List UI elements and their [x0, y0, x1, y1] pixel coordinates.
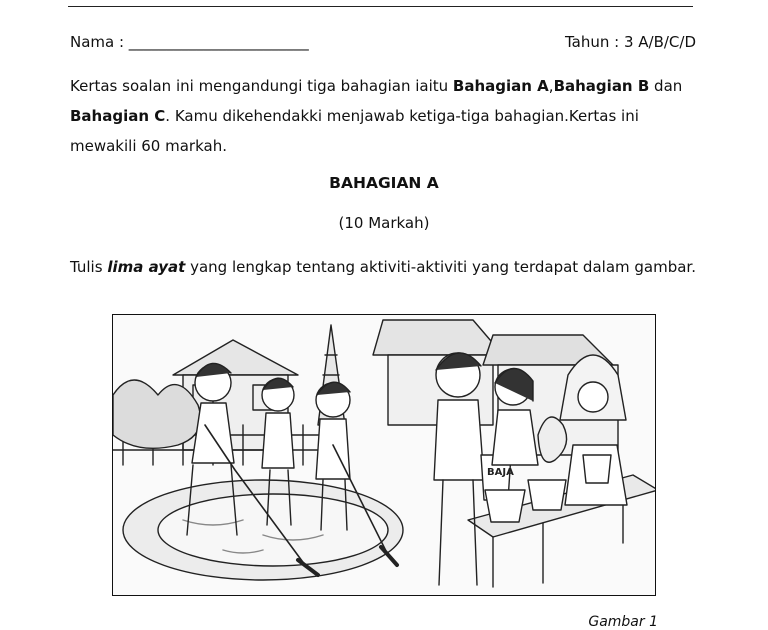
section-marks: (10 Markah): [338, 214, 430, 232]
intro-section-a: Bahagian A: [452, 77, 549, 95]
girl-planting: [492, 368, 538, 465]
boy-with-fertilizer: [434, 353, 484, 585]
intro-text-2: ,: [548, 77, 554, 95]
activity-illustration: [112, 314, 656, 596]
instruction-emphasis: lima ayat: [107, 258, 186, 276]
instruction-text-1: Tulis: [70, 258, 108, 276]
intro-text-1: Kertas soalan ini mengandungi tiga bahagian iaitu: [70, 77, 453, 95]
intro-paragraph: [70, 71, 710, 161]
instruction-paragraph: [70, 252, 710, 282]
bushes: [113, 380, 201, 448]
intro-section-b: Bahagian B: [553, 77, 650, 95]
instruction-text-2: yang lengkap tentang aktiviti-aktiviti yang terdapat dalam gambar.: [185, 258, 696, 276]
intro-text-4: . Kamu dikehendakki menjawab ketiga-tiga bahagian.Kertas ini mewakili 60 markah.: [70, 107, 639, 155]
name-field-label: Nama : ________________________: [70, 33, 309, 51]
figure-caption: Gambar 1: [588, 614, 658, 630]
intro-section-c: Bahagian C: [70, 107, 166, 125]
intro-text-3: dan: [649, 77, 683, 95]
fertilizer-bin-label: BAJA: [487, 467, 514, 478]
year-label: Tahun : 3 A/B/C/D: [564, 33, 696, 51]
section-title: BAHAGIAN A: [329, 174, 439, 192]
top-rule: [68, 6, 693, 7]
pond: [123, 480, 403, 580]
